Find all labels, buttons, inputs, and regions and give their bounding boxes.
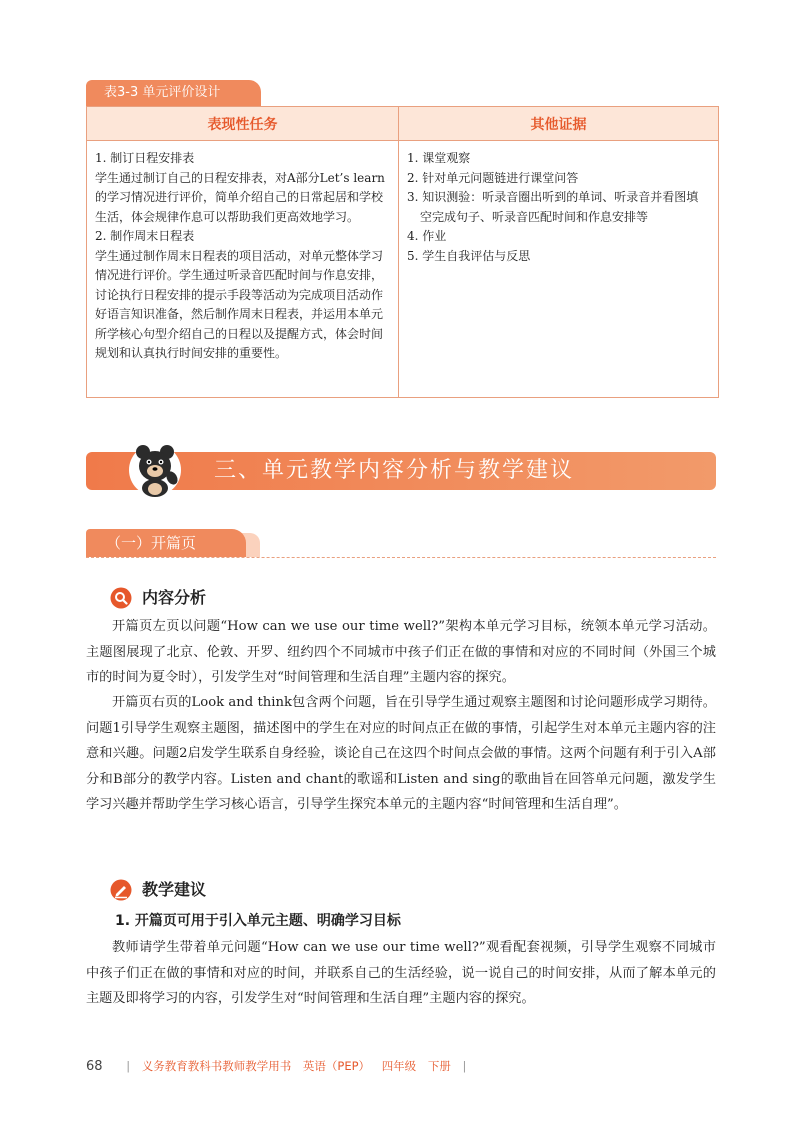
footer-volume: 下册	[427, 1059, 451, 1073]
bear-mascot-icon	[126, 440, 184, 498]
table-header-other-evidence: 其他证据	[399, 107, 719, 141]
evidence-item: 4. 作业	[407, 229, 447, 243]
subsection-tab: （一）开篇页	[86, 529, 246, 557]
teaching-advice-subheading: 1. 开篇页可用于引入单元主题、明确学习目标	[115, 913, 401, 929]
table-header-performance-task: 表现性任务	[87, 107, 399, 141]
footer-book-title: 义务教育教科书教师教学用书	[141, 1059, 292, 1073]
evaluation-table	[86, 106, 719, 398]
teaching-advice-heading: 教学建议	[142, 880, 207, 899]
evidence-item: 1. 课堂观察	[407, 151, 471, 165]
evidence-item: 5. 学生自我评估与反思	[407, 248, 531, 263]
task-1-title: 1. 制订日程安排表	[95, 151, 195, 165]
task-1-body: 学生通过制订自己的日程安排表，对A部分Let’s learn的学习情况进行评价，简单介绍自己的日常起居和学校生活，体会规律作息可以帮助我们更高效地学习。	[95, 170, 385, 224]
performance-task-cell	[87, 141, 399, 398]
pencil-icon	[110, 879, 132, 901]
section-title: 三、单元教学内容分析与教学建议	[214, 458, 575, 483]
dashed-divider	[86, 557, 716, 558]
task-2-title: 2. 制作周末日程表	[95, 229, 195, 243]
page-footer: 68 | 义务教育教科书教师教学用书 英语（PEP） 四年级 下册 |	[86, 1059, 467, 1074]
teaching-advice-paragraph: 教师请学生带着单元问题“How can we use our time well?”观看配套视频，引导学生观察不同城市中孩子们正在做的事情和对应的时间，并联系自己的生活经验，说一说自己的时间安排，从而了解本单元的主题及即将学习的内容，引发学生对“时间管理和生活自理”主题内容的探究。	[86, 940, 716, 1006]
content-analysis-paragraph-2: 开篇页右页的Look and think包含两个问题，旨在引导学生通过观察主题图和讨论问题形成学习期待。问题1引导学生观察主题图，描述图中的学生在对应的时间点正在做的事情，引起学生对本单元主题内容的注意和兴趣。问题2启发学生联系自身经验，谈论自己在这四个时间点会做的事情。这两个问题有利于引入A部分和B部分的教学内容。Listen and chant的歌谣和Listen and sing的歌曲旨在回答单元问题，激发学生学习兴趣并帮助学生学习核心语言，引导学生探究本单元的主题内容“时间管理和生活自理”。	[86, 695, 716, 812]
table-caption: 表3-3 单元评价设计	[86, 80, 261, 106]
evidence-item: 3. 知识测验：听录音圈出听到的单词、听录音并看图填空完成句子、听录音匹配时间和作息安排等	[407, 190, 699, 224]
search-icon	[110, 587, 132, 609]
evidence-item: 2. 针对单元问题链进行课堂问答	[407, 170, 579, 185]
footer-grade: 四年级	[381, 1059, 417, 1073]
content-analysis-heading: 内容分析	[142, 588, 207, 607]
page-number: 68	[86, 1059, 103, 1074]
task-2-body: 学生通过制作周末日程表的项目活动，对单元整体学习情况进行评价。学生通过听录音匹配时间与作息安排，讨论执行日程安排的提示手段等活动为完成项目活动作好语言知识准备，然后制作周末日程表，并运用本单元所学核心句型介绍自己的日程以及提醒方式，体会时间规划和认真执行时间安排的重要性。	[95, 248, 384, 360]
other-evidence-cell	[399, 141, 719, 398]
footer-subject: 英语（PEP）	[302, 1059, 371, 1073]
content-analysis-paragraph-1: 开篇页左页以问题“How can we use our time well?”架构本单元学习目标，统领本单元学习活动。主题图展现了北京、伦敦、开罗、纽约四个不同城市中孩子们正在做的事情和对应的不同时间（外国三个城市的时间为夏令时），引发学生对“时间管理和生活自理”主题内容的探究。	[86, 619, 716, 685]
